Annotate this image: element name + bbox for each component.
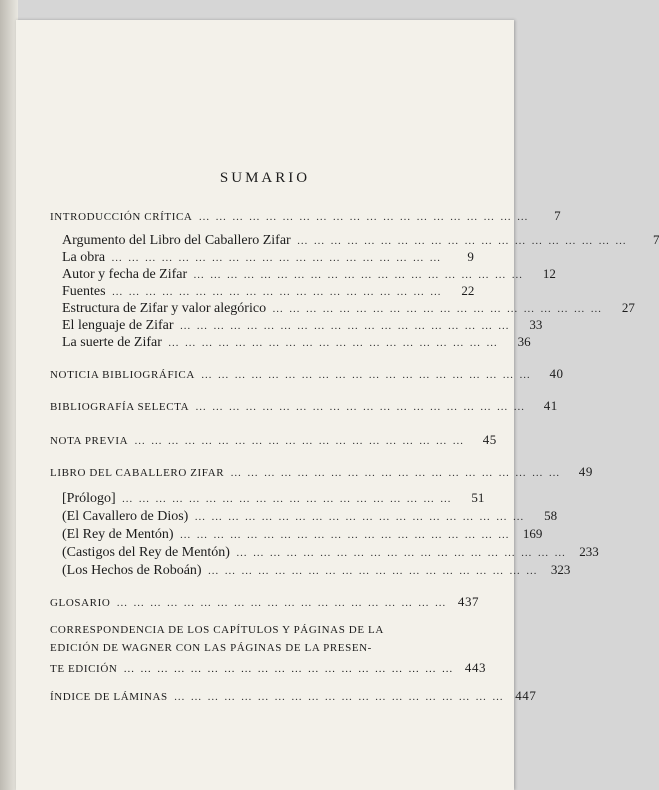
toc-entry-indice-laminas <box>50 688 537 704</box>
toc-entry-lenguaje <box>62 317 543 334</box>
toc-entry-page: 41 <box>543 398 558 413</box>
toc-entry-label: Estructura de Zifar y valor alegórico <box>62 301 267 316</box>
toc-entry-introduccion <box>50 208 562 224</box>
toc-entry-label: La suerte de Zifar <box>62 335 162 350</box>
toc-entry-castigos <box>62 544 599 561</box>
toc-entry-page: 169 <box>522 526 543 541</box>
toc-entry-label: La obra <box>62 250 106 265</box>
toc-entry-label: Autor y fecha de Zifar <box>62 267 188 282</box>
toc-entry-label: (El Rey de Mentón) <box>62 527 174 542</box>
toc-entry-page: 27 <box>621 300 635 315</box>
toc-entry-page: 437 <box>457 594 480 609</box>
toc-entry-page: 49 <box>578 464 593 479</box>
toc-title: SUMARIO <box>219 170 311 186</box>
dot-leader: … … … … … … … … … … … … … … … … … … … … <box>121 493 453 505</box>
toc-entry-page: 233 <box>579 544 599 559</box>
toc-entry-page: 323 <box>550 562 571 577</box>
toc-entry-cavallero <box>62 508 558 525</box>
toc-entry-page: 7 <box>652 232 659 247</box>
dot-leader: … … … … … … … … … … … … … … … … … … … … <box>123 663 455 675</box>
toc-entry-prologo <box>62 490 485 507</box>
toc-entry-libro <box>50 464 593 480</box>
toc-entry-page: 7 <box>554 208 562 223</box>
toc-entry-page: 22 <box>461 283 475 298</box>
toc-entry-rey-menton <box>62 526 543 543</box>
dot-leader: … … … … … … … … … … … … … … … … … … … … <box>198 211 530 223</box>
toc-entry-label-line: CORRESPONDENCIA DE LOS CAPÍTULOS Y PÁGINAS DE LA <box>50 624 384 636</box>
toc-entry-label: (El Cavallero de Dios) <box>62 509 189 524</box>
toc-entry-label: NOTICIA BIBLIOGRÁFICA <box>50 369 195 381</box>
toc-entry-label: Argumento del Libro del Caballero Zifar <box>62 233 291 248</box>
dot-leader: … … … … … … … … … … … … … … … … … … … … <box>193 269 524 281</box>
toc-entry-page: 58 <box>544 508 558 523</box>
toc-entry-page: 45 <box>482 432 497 447</box>
toc-entry-page: 447 <box>515 688 537 703</box>
toc-entry-label-line: EDICIÓN DE WAGNER CON LAS PÁGINAS DE LA PRESEN- <box>50 642 372 654</box>
toc-entry-label: LIBRO DEL CABALLERO ZIFAR <box>50 467 225 479</box>
toc-entry-label: [Prólogo] <box>62 491 116 506</box>
dot-leader: … … … … … … … … … … … … … … … … … … … … <box>173 691 505 703</box>
toc-entry-label: INTRODUCCIÓN CRÍTICA <box>50 211 193 223</box>
toc-entry-label: NOTA PREVIA <box>50 435 129 447</box>
dot-leader: … … … … … … … … … … … … … … … … … … … … <box>116 597 448 609</box>
toc-entry-estructura <box>62 300 635 317</box>
toc-entry-page: 9 <box>467 249 474 264</box>
dot-leader: … … … … … … … … … … … … … … … … … … … … <box>134 435 465 447</box>
toc-entry-label: GLOSARIO <box>50 597 111 609</box>
toc-entry-page: 36 <box>517 334 531 349</box>
dot-leader: … … … … … … … … … … … … … … … … … … … … <box>179 320 511 332</box>
toc-entry-argumento <box>62 232 659 249</box>
toc-entry-correspondencia <box>50 624 487 678</box>
toc-entry-page: 12 <box>542 266 556 281</box>
toc-entry-obra <box>62 249 474 266</box>
toc-entry-noticia <box>50 366 564 382</box>
dot-leader: … … … … … … … … … … … … … … … … … … … … <box>179 529 511 541</box>
toc-entry-label: BIBLIOGRAFÍA SELECTA <box>50 401 190 413</box>
dot-leader: … … … … … … … … … … … … … … … … … … … … <box>296 235 628 247</box>
dot-leader: … … … … … … … … … … … … … … … … … … … … <box>272 303 603 315</box>
toc-entry-fuentes <box>62 283 475 300</box>
toc-entry-label: ÍNDICE DE LÁMINAS <box>50 691 168 703</box>
dot-leader: … … … … … … … … … … … … … … … … … … … … <box>111 286 443 298</box>
toc-entry-suerte <box>62 334 531 351</box>
toc-entry-label: (Los Hechos de Roboán) <box>62 563 202 578</box>
toc-entry-page: 443 <box>464 660 487 675</box>
dot-leader: … … … … … … … … … … … … … … … … … … … … <box>230 467 561 479</box>
toc-entry-page: 40 <box>549 366 564 381</box>
toc-entry-hechos <box>62 562 571 579</box>
toc-entry-page: 33 <box>529 317 543 332</box>
dot-leader: … … … … … … … … … … … … … … … … … … … … <box>195 401 526 413</box>
dot-leader: … … … … … … … … … … … … … … … … … … … … <box>167 337 499 349</box>
dot-leader: … … … … … … … … … … … … … … … … … … … … <box>207 565 539 577</box>
toc-entry-label: Fuentes <box>62 284 106 299</box>
toc-entry-glosario <box>50 594 480 610</box>
dot-leader: … … … … … … … … … … … … … … … … … … … … <box>200 369 532 381</box>
dot-leader: … … … … … … … … … … … … … … … … … … … … <box>194 511 526 523</box>
book-page <box>16 20 659 790</box>
toc-entry-bibliografia <box>50 398 558 414</box>
toc-entry-page: 51 <box>471 490 485 505</box>
toc-entry-autor <box>62 266 556 283</box>
toc-entry-label: El lenguaje de Zifar <box>62 318 174 333</box>
toc-entry-nota-previa <box>50 432 497 448</box>
dot-leader: … … … … … … … … … … … … … … … … … … … … <box>111 252 442 264</box>
toc-entry-label-line: TE EDICIÓN <box>50 663 118 675</box>
toc-entry-label: (Castigos del Rey de Mentón) <box>62 545 230 560</box>
dot-leader: … … … … … … … … … … … … … … … … … … … … <box>235 547 567 559</box>
